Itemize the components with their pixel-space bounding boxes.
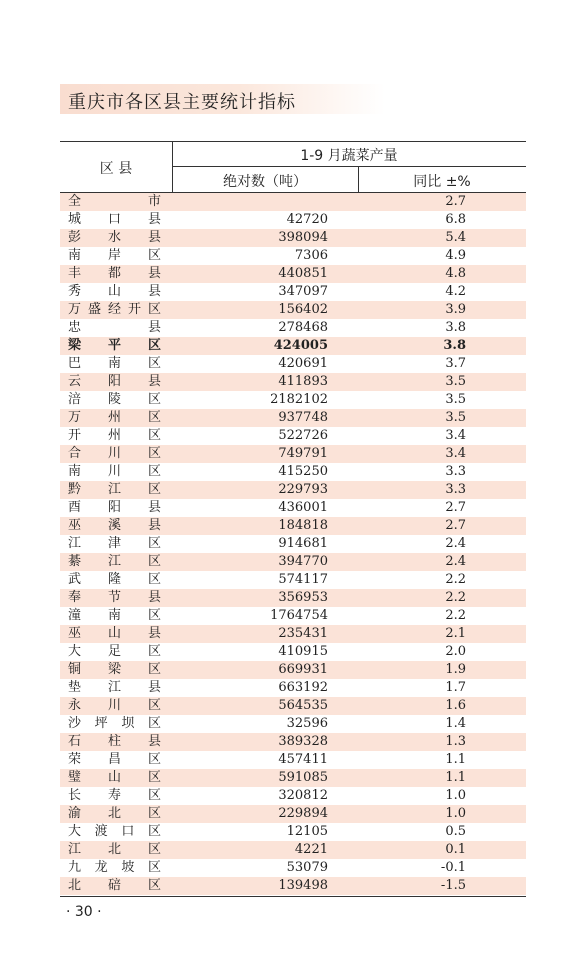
yoy-change: 3.3	[445, 464, 466, 479]
table-row	[60, 337, 526, 355]
yoy-change: 1.9	[445, 662, 466, 677]
district-name: 巫 溪 县	[68, 518, 161, 533]
district-name: 全 市	[68, 194, 161, 209]
table-row	[60, 463, 526, 481]
yoy-change: 3.8	[445, 320, 466, 335]
absolute-value: 522726	[278, 428, 328, 443]
yoy-change: 2.0	[445, 644, 466, 659]
absolute-value: 457411	[278, 752, 328, 767]
absolute-value: 156402	[278, 302, 328, 317]
absolute-value: 42720	[286, 212, 328, 227]
table-row	[60, 607, 526, 625]
yoy-change: 4.2	[445, 284, 466, 299]
district-name: 潼 南 区	[68, 608, 161, 623]
table-row	[60, 409, 526, 427]
table-row	[60, 355, 526, 373]
yoy-change: 0.5	[445, 824, 466, 839]
table-row	[60, 679, 526, 697]
district-name: 铜 梁 区	[68, 662, 161, 677]
absolute-value: 394770	[278, 554, 328, 569]
district-name: 九 龙 坡 区	[68, 860, 161, 875]
yoy-change: 4.9	[445, 248, 466, 263]
district-name: 云 阳 县	[68, 374, 161, 389]
district-name: 忠 县	[68, 320, 161, 335]
absolute-value: 32596	[286, 716, 328, 731]
district-name: 梁 平 区	[68, 338, 161, 353]
group-header-rule	[172, 166, 526, 167]
table-row	[60, 625, 526, 643]
table-row	[60, 373, 526, 391]
district-name: 黔 江 区	[68, 482, 161, 497]
table-row	[60, 283, 526, 301]
absolute-value: 229894	[278, 806, 328, 821]
district-name: 綦 江 区	[68, 554, 161, 569]
yoy-change: 1.0	[445, 806, 466, 821]
absolute-value: 398094	[278, 230, 328, 245]
yoy-change: 3.4	[445, 446, 466, 461]
absolute-value: 356953	[278, 590, 328, 605]
table-row	[60, 445, 526, 463]
district-name: 大 足 区	[68, 644, 161, 659]
absolute-value: 937748	[278, 410, 328, 425]
table-row	[60, 391, 526, 409]
absolute-value: 574117	[278, 572, 328, 587]
absolute-value: 591085	[278, 770, 328, 785]
table-row	[60, 805, 526, 823]
absolute-value: 914681	[278, 536, 328, 551]
district-name: 秀 山 县	[68, 284, 161, 299]
district-name: 巴 南 区	[68, 356, 161, 371]
table-row	[60, 859, 526, 877]
yoy-change: 6.8	[445, 212, 466, 227]
district-name: 涪 陵 区	[68, 392, 161, 407]
district-name: 江 北 区	[68, 842, 161, 857]
district-name: 巫 山 县	[68, 626, 161, 641]
yoy-change: 1.3	[445, 734, 466, 749]
absolute-value: 663192	[278, 680, 328, 695]
absolute-value: 229793	[278, 482, 328, 497]
yoy-change: 1.1	[445, 752, 466, 767]
table-row	[60, 877, 526, 895]
absolute-value: 139498	[278, 878, 328, 893]
absolute-value: 389328	[278, 734, 328, 749]
district-name: 奉 节 县	[68, 590, 161, 605]
absolute-value: 184818	[278, 518, 328, 533]
yoy-change: -0.1	[440, 860, 466, 875]
table-row	[60, 193, 526, 211]
district-name: 石 柱 县	[68, 734, 161, 749]
page-number: · 30 ·	[66, 904, 102, 920]
yoy-change: 3.3	[445, 482, 466, 497]
yoy-change: 1.6	[445, 698, 466, 713]
table-row	[60, 301, 526, 319]
absolute-value: 347097	[278, 284, 328, 299]
district-name: 荣 昌 区	[68, 752, 161, 767]
yoy-change: 3.8	[443, 338, 466, 353]
district-name: 永 川 区	[68, 698, 161, 713]
col-header-district: 区 县	[99, 161, 133, 177]
table-row	[60, 229, 526, 247]
district-name: 沙 坪 坝 区	[68, 716, 161, 731]
table-row	[60, 589, 526, 607]
absolute-value: 669931	[278, 662, 328, 677]
absolute-value: 1764754	[270, 608, 328, 623]
table-row	[60, 661, 526, 679]
table-row	[60, 751, 526, 769]
yoy-change: 2.7	[445, 518, 466, 533]
table-row	[60, 715, 526, 733]
table-row	[60, 319, 526, 337]
yoy-change: 2.2	[445, 608, 466, 623]
district-name: 璧 山 区	[68, 770, 161, 785]
district-name: 北 碚 区	[68, 878, 161, 893]
yoy-change: 3.7	[445, 356, 466, 371]
district-name: 合 川 区	[68, 446, 161, 461]
yoy-change: 1.0	[445, 788, 466, 803]
table-row	[60, 769, 526, 787]
yoy-change: 3.9	[445, 302, 466, 317]
table-row	[60, 481, 526, 499]
table-row	[60, 787, 526, 805]
district-name: 垫 江 县	[68, 680, 161, 695]
district-name: 大 渡 口 区	[68, 824, 161, 839]
absolute-value: 410915	[278, 644, 328, 659]
absolute-value: 320812	[278, 788, 328, 803]
district-name: 开 州 区	[68, 428, 161, 443]
yoy-change: 1.1	[445, 770, 466, 785]
yoy-change: 3.5	[445, 392, 466, 407]
yoy-change: 2.4	[445, 536, 466, 551]
col-header-yoy: 同比 ±%	[413, 174, 471, 190]
district-name: 江 津 区	[68, 536, 161, 551]
yoy-change: 5.4	[445, 230, 466, 245]
absolute-value: 436001	[278, 500, 328, 515]
district-name: 丰 都 县	[68, 266, 161, 281]
yoy-change: 3.5	[445, 410, 466, 425]
table-row	[60, 427, 526, 445]
col-header-absolute: 绝对数（吨）	[223, 174, 307, 190]
table-row	[60, 697, 526, 715]
table-row	[60, 247, 526, 265]
table-row	[60, 553, 526, 571]
district-name: 长 寿 区	[68, 788, 161, 803]
absolute-value: 749791	[278, 446, 328, 461]
yoy-change: 1.7	[445, 680, 466, 695]
yoy-change: 3.5	[445, 374, 466, 389]
yoy-change: 2.2	[445, 590, 466, 605]
yoy-change: 2.1	[445, 626, 466, 641]
absolute-value: 411893	[278, 374, 328, 389]
absolute-value: 7306	[294, 248, 328, 263]
district-name: 城 口 县	[68, 212, 161, 227]
table-row	[60, 517, 526, 535]
district-name: 万 州 区	[68, 410, 161, 425]
yoy-change: 2.7	[445, 500, 466, 515]
table-row	[60, 643, 526, 661]
yoy-change: 2.2	[445, 572, 466, 587]
district-name: 渝 北 区	[68, 806, 161, 821]
yoy-change: 4.8	[445, 266, 466, 281]
table-row	[60, 571, 526, 589]
absolute-value: 278468	[278, 320, 328, 335]
table-top-rule	[60, 141, 526, 142]
absolute-value: 440851	[278, 266, 328, 281]
district-name: 南 岸 区	[68, 248, 161, 263]
yoy-change: 1.4	[445, 716, 466, 731]
absolute-value: 415250	[278, 464, 328, 479]
table-row	[60, 841, 526, 859]
table-row	[60, 265, 526, 283]
yoy-change: 2.7	[445, 194, 466, 209]
yoy-change: 2.4	[445, 554, 466, 569]
absolute-value: 4221	[294, 842, 328, 857]
absolute-value: 564535	[278, 698, 328, 713]
absolute-value: 53079	[286, 860, 328, 875]
absolute-value: 12105	[286, 824, 328, 839]
page-title: 重庆市各区县主要统计指标	[68, 92, 296, 113]
yoy-change: 0.1	[445, 842, 466, 857]
absolute-value: 235431	[278, 626, 328, 641]
absolute-value: 420691	[278, 356, 328, 371]
table-row	[60, 499, 526, 517]
yoy-change: 3.4	[445, 428, 466, 443]
table-row	[60, 733, 526, 751]
absolute-value: 2182102	[270, 392, 328, 407]
district-name: 万 盛 经 开 区	[68, 302, 161, 317]
table-bottom-rule	[60, 896, 526, 897]
yoy-change: -1.5	[440, 878, 466, 893]
table-row	[60, 535, 526, 553]
absolute-value: 424005	[273, 338, 328, 353]
table-row	[60, 211, 526, 229]
district-name: 南 川 区	[68, 464, 161, 479]
table-row	[60, 823, 526, 841]
district-name: 武 隆 区	[68, 572, 161, 587]
col-header-group: 1-9 月蔬菜产量	[300, 148, 398, 164]
district-name: 酉 阳 县	[68, 500, 161, 515]
district-name: 彭 水 县	[68, 230, 161, 245]
